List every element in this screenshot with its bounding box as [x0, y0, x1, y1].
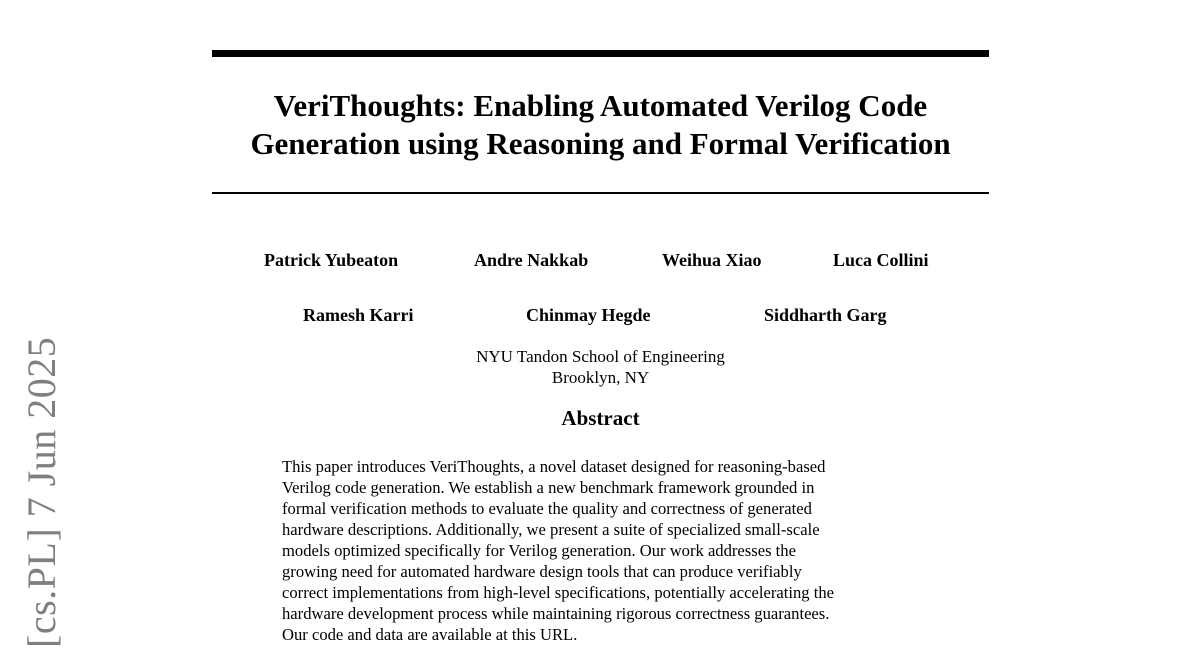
paper-title [212, 87, 989, 163]
author-name: Andre Nakkab [474, 250, 589, 270]
title-top-rule [212, 50, 989, 57]
paper-title-line-2: Generation using Reasoning and Formal Verification [250, 126, 951, 161]
paper-title-line-1: VeriThoughts: Enabling Automated Verilog Code [273, 88, 928, 123]
author-name: Siddharth Garg [764, 305, 887, 325]
abstract-line: Verilog code generation. We establish a new benchmark framework grounded in [282, 478, 815, 497]
author-name: Luca Collini [833, 250, 929, 270]
author-name: Ramesh Karri [303, 305, 414, 325]
abstract-line: hardware descriptions. Additionally, we present a suite of specialized small-scale [282, 520, 820, 539]
affiliation-location: Brooklyn, NY [551, 368, 650, 387]
abstract-line: models optimized specifically for Verilog generation. Our work addresses the [282, 541, 796, 560]
abstract-line: This paper introduces VeriThoughts, a novel dataset designed for reasoning-based [282, 457, 826, 476]
arxiv-side-stamp: [cs.PL] 7 Jun 2025 [19, 336, 64, 648]
abstract-line: formal verification methods to evaluate the quality and correctness of generated [282, 499, 812, 518]
abstract-line: hardware development process while maintaining rigorous correctness guarantees. [282, 604, 830, 623]
abstract-line: growing need for automated hardware design tools that can produce verifiably [282, 562, 802, 581]
abstract-line: Our code and data are available at this URL. [282, 625, 578, 644]
abstract-body [282, 456, 922, 645]
affiliation [212, 346, 989, 388]
author-name: Weihua Xiao [662, 250, 762, 270]
affiliation-institution: NYU Tandon School of Engineering [476, 347, 725, 366]
abstract-line: correct implementations from high-level specifications, potentially accelerating the [282, 583, 834, 602]
author-name: Chinmay Hegde [526, 305, 651, 325]
abstract-heading: Abstract [561, 406, 640, 430]
title-bottom-rule [212, 192, 989, 194]
author-name: Patrick Yubeaton [264, 250, 399, 270]
